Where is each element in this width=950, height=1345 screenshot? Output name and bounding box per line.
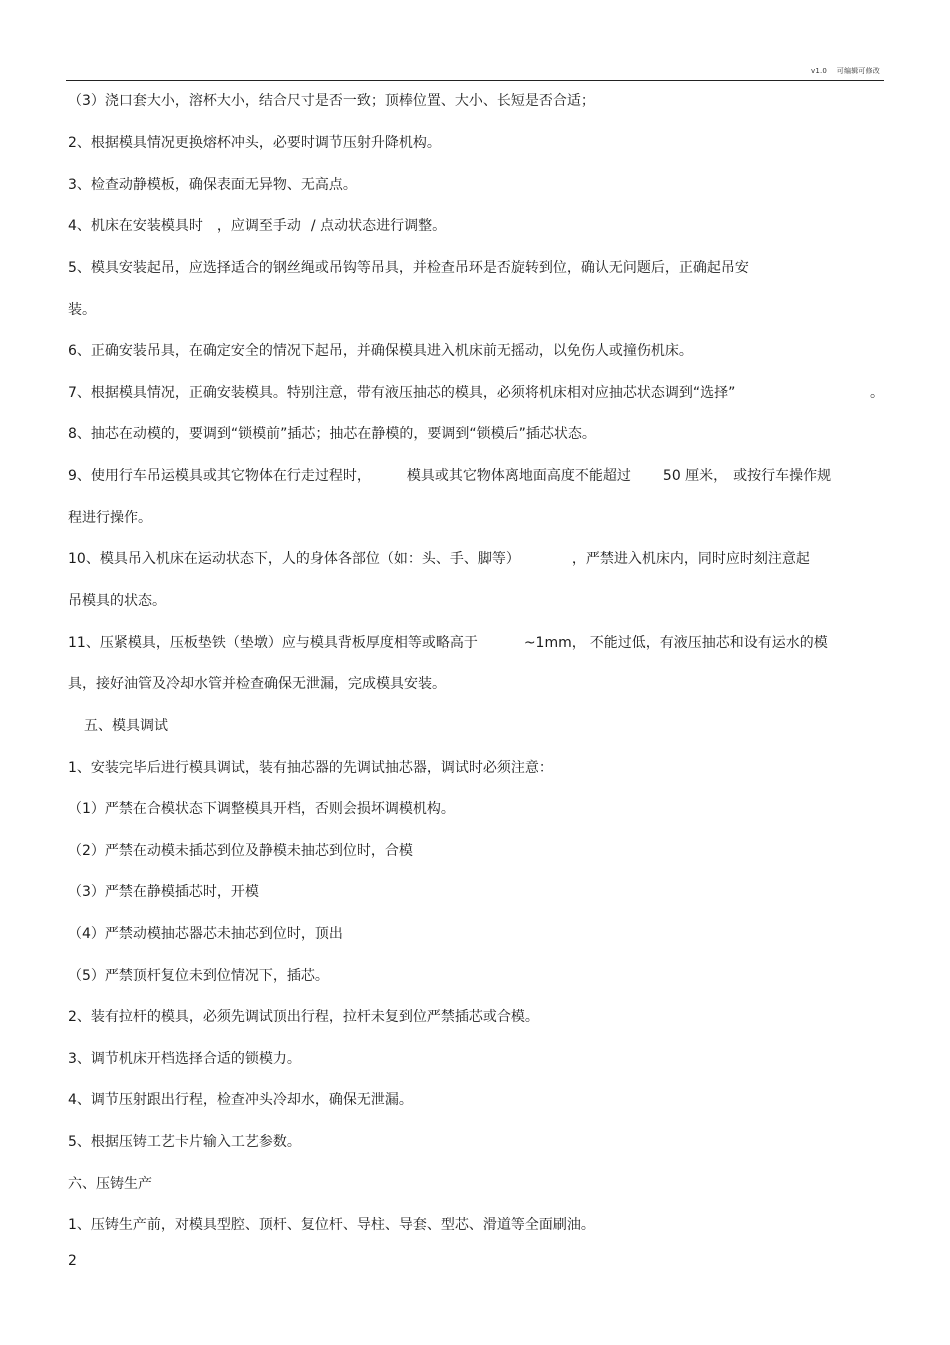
line-text: 或按行车操作规 — [733, 468, 832, 484]
line-text: 具，接好油管及冷却水管并检查确保无泄漏，完成模具安装。 — [68, 676, 446, 692]
header-divider — [66, 80, 884, 81]
paragraph-line — [68, 259, 749, 277]
section-heading-text: 五、模具调试 — [84, 718, 168, 734]
line-text: 5、模具安装起吊，应选择适合的钢丝绳或吊钩等吊具，并检查吊环是否旋转到位，确认无问题后，正确起吊安 — [68, 260, 749, 276]
paragraph-line — [68, 384, 735, 402]
line-text: （5）严禁顶杆复位未到位情况下，插芯。 — [68, 968, 329, 984]
line-text: / 点动状态进行调整。 — [310, 218, 447, 234]
version-label: v1.0 — [811, 67, 828, 75]
paragraph-line — [68, 92, 595, 110]
line-text: ~1mm， — [523, 635, 586, 651]
paragraph-line — [68, 509, 152, 527]
line-text: （1）严禁在合模状态下调整模具开档，否则会损坏调模机构。 — [68, 801, 455, 817]
line-text: 1、安装完毕后进行模具调试，装有抽芯器的先调试抽芯器，调试时必须注意： — [68, 760, 553, 776]
line-text: 9、使用行车吊运模具或其它物体在行走过程时， — [68, 468, 371, 484]
paragraph-line — [68, 550, 810, 568]
line-text: 吊模具的状态。 — [68, 593, 166, 609]
line-text: 不能过低，有液压抽芯和设有运水的模 — [589, 635, 828, 651]
line-text: 4、机床在安装模具时 — [68, 218, 203, 234]
line-text: 3、调节机床开档选择合适的锁模力。 — [68, 1051, 301, 1067]
paragraph-line — [68, 134, 441, 152]
paragraph-line — [68, 176, 357, 194]
line-text: 11、压紧模具，压板垫铁（垫墩）应与模具背板厚度相等或略高于 — [68, 635, 478, 651]
paragraph-line — [68, 217, 446, 235]
line-text: （3）严禁在静模插芯时，开模 — [68, 884, 259, 900]
editable-note: 可编辑可修改 — [836, 67, 880, 75]
line-text: 3、检查动静模板，确保表面无异物、无高点。 — [68, 177, 357, 193]
line-text: 模具或其它物体离地面高度不能超过 — [406, 468, 631, 484]
line-text: （4）严禁动模抽芯器芯未抽芯到位时，顶出 — [68, 926, 343, 942]
paragraph-line — [68, 883, 259, 901]
line-text: 50 厘米， — [662, 468, 728, 484]
page-number: 2 — [68, 1253, 77, 1269]
paragraph-line — [68, 759, 553, 777]
paragraph-line — [68, 675, 446, 693]
line-text: 10、模具吊入机床在运动状态下，人的身体各部位（如：头、手、脚等） — [68, 551, 520, 567]
line-text: 装。 — [68, 302, 96, 318]
header-version-note — [811, 66, 880, 76]
paragraph-line — [68, 634, 828, 652]
line-text: 7、根据模具情况，正确安装模具。特别注意，带有液压抽芯的模具，必须将机床相对应抽芯状态调到“选择” — [68, 385, 736, 401]
paragraph-line — [68, 301, 96, 319]
paragraph-line — [68, 1216, 595, 1234]
line-text: ，应调至手动 — [216, 218, 301, 234]
section-heading — [68, 1175, 152, 1193]
line-text: 2、装有拉杆的模具，必须先调试顶出行程，拉杆未复到位严禁插芯或合模。 — [68, 1009, 539, 1025]
paragraph-line — [68, 342, 693, 360]
paragraph-line-end — [870, 384, 884, 402]
paragraph-line — [68, 467, 831, 485]
line-text: 1、压铸生产前，对模具型腔、顶杆、复位杆、导柱、导套、型芯、滑道等全面刷油。 — [68, 1217, 595, 1233]
paragraph-line — [68, 842, 413, 860]
line-text: 5、根据压铸工艺卡片输入工艺参数。 — [68, 1134, 301, 1150]
paragraph-line — [68, 1133, 301, 1151]
paragraph-line — [68, 1091, 413, 1109]
line-text: 6、正确安装吊具，在确定安全的情况下起吊，并确保模具进入机床前无摇动，以免伤人或撞伤机床。 — [68, 343, 693, 359]
line-text: 4、调节压射跟出行程，检查冲头冷却水，确保无泄漏。 — [68, 1092, 413, 1108]
paragraph-line — [68, 1008, 539, 1026]
line-text: 2、根据模具情况更换熔杯冲头，必要时调节压射升降机构。 — [68, 135, 441, 151]
section-heading-text: 六、压铸生产 — [68, 1176, 152, 1192]
line-text: 8、抽芯在动模的，要调到“锁模前”插芯；抽芯在静模的，要调到“锁模后”插芯状态。 — [68, 426, 596, 442]
line-text: （2）严禁在动模未插芯到位及静模未抽芯到位时，合模 — [68, 843, 413, 859]
line-text: 程进行操作。 — [68, 510, 152, 526]
paragraph-line — [68, 1050, 301, 1068]
line-text: ，严禁进入机床内，同时应时刻注意起 — [571, 551, 810, 567]
paragraph-line — [68, 425, 596, 443]
paragraph-line — [68, 800, 455, 818]
paragraph-line — [68, 967, 329, 985]
paragraph-line — [68, 925, 343, 943]
section-heading — [84, 717, 168, 735]
paragraph-line — [68, 592, 166, 610]
line-text: （3）浇口套大小，溶杯大小，结合尺寸是否一致；顶棒位置、大小、长短是否合适； — [68, 93, 595, 109]
line-text: 。 — [870, 385, 884, 401]
